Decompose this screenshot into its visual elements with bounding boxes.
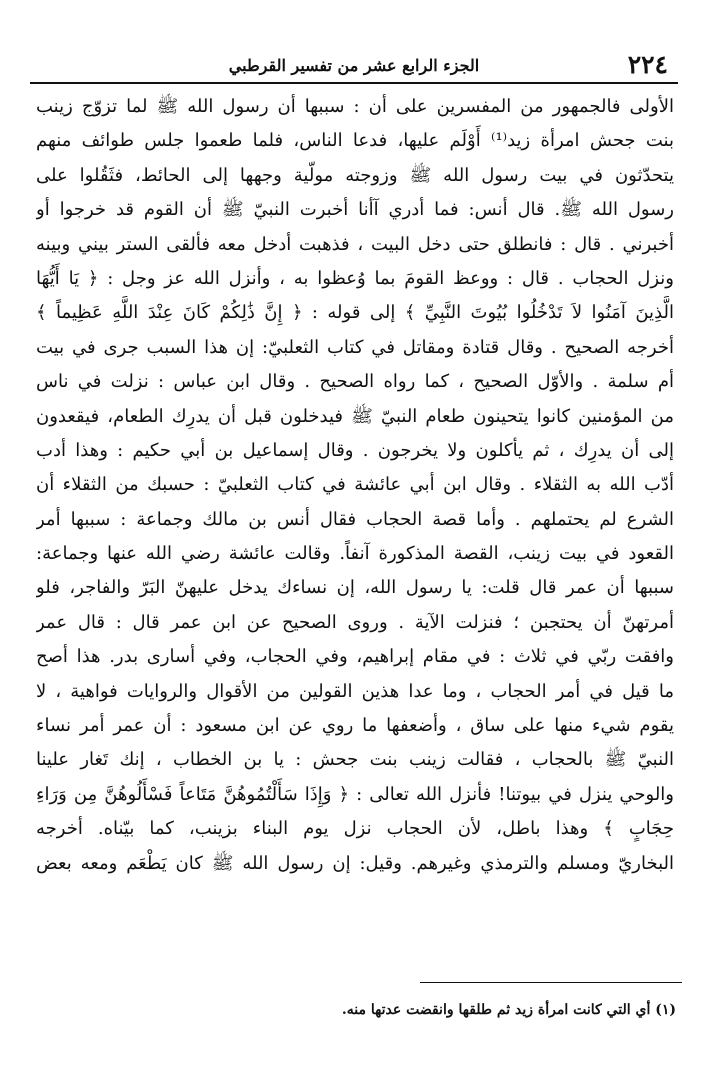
text-line: أدّب الله به الثقلاء . وقال ابن أبي عائشة في كتاب الثعلبيّ : حسبك من الثقلاء أن	[36, 474, 674, 496]
running-title: الجزء الرابع عشر من تفسير القرطبي	[228, 56, 480, 75]
text-line: ما قيل في أمر الحجاب ، وما عدا هذين القولين من الأقوال والروايات فواهية ، لا	[36, 680, 674, 702]
header-rule	[30, 82, 678, 84]
text-line: أخرجه الصحيح . وقال قتادة ومقاتل في كتاب الثعلبيّ: إن هذا السبب جرى في بيت	[36, 336, 674, 358]
text-line: إلى أن يدرِك ، ثم يأكلون ولا يخرجون . وقال إسماعيل بن أبي حكيم : وهذا أدب	[36, 439, 674, 461]
footnote-separator	[420, 982, 682, 983]
text-line: رسول الله ﷺ. قال أنس: فما أدري آأنا أخبرت النبيّ ﷺ أن القوم قد خرجوا أو	[36, 199, 674, 221]
text-line: وافقت ربّي في ثلاث : في مقام إبراهيم، وفي الحجاب، وفي أسارى بدر. هذا أصح	[36, 646, 674, 668]
text-line: النبيّ ﷺ بالحجاب ، فقالت زينب بنت جحش : يا بن الخطاب ، إنك تَغار علينا	[36, 749, 674, 771]
text-line: يقوم شيء منها على ساق ، وأضعفها ما روي عن ابن مسعود : أن عمر أمر نساء	[36, 715, 674, 737]
text-line: الَّذِينَ آمَنُوا لاَ تَدْخُلُوا بُيُوتَ النَّبِيِّ ﴾ إلى قوله : ﴿ إِنَّ ذَٰلِكُمْ كَانَ عِنْدَ اللَّهِ عَظِيماً ﴾	[36, 302, 674, 324]
text-line: يتحدّثون في بيت رسول الله ﷺ وزوجته مولّية وجهها إلى الحائط، فثَقُلوا على	[36, 164, 674, 186]
text-line: البخاريّ ومسلم والترمذي وغيرهم. وقيل: إن رسول الله ﷺ كان يَطْعَم ومعه بعض	[36, 852, 674, 874]
text-line: ونزل الحجاب . قال : ووعظ القومَ بما وُعظوا به ، وأنزل الله عز وجل : ﴿ يَا أَيُّهَا	[36, 267, 674, 289]
page-header	[30, 44, 678, 84]
text-line: من المؤمنين كانوا يتحينون طعام النبيّ ﷺ فيدخلون قبل أن يدرِك الطعام، فيقعدون	[36, 405, 674, 427]
text-line: أخبرني . قال : فانطلق حتى دخل البيت ، فذهبت أدخل معه فألقى الستر بيني وبينه	[36, 233, 674, 255]
text-line: أمرتهنّ أن يحتجبن ؛ فنزلت الآية . وروى الصحيح عن ابن عمر قال : قال عمر	[36, 611, 674, 633]
footnote: (١) أي التي كانت امرأة زيد ثم طلقها وانقضت عدتها منه.	[341, 1002, 676, 1018]
text-line: بنت جحش امرأة زيد⁽¹⁾ أَوْلَم عليها، فدعا الناس، فلما طعموا جلس طوائف منهم	[36, 130, 674, 152]
text-line: والوحي ينزل في بيوتنا! فأنزل الله تعالى : ﴿ وَإِذَا سَأَلْتُمُوهُنَّ مَتَاعاً فَسْأَلُوهُنَّ مِن وَرَاءِ	[36, 783, 674, 805]
text-line: الأولى فالجمهور من المفسرين على أن : سببها أن رسول الله ﷺ لما تزوّج زينب	[36, 96, 674, 117]
text-line: القعود في بيت زينب، القصة المذكورة آنفاً. وقالت عائشة رضي الله عنها وجماعة:	[36, 543, 674, 565]
text-line: أم سلمة . والأوّل الصحيح ، كما رواه الصحيح . وقال ابن عباس : نزلت في ناس	[36, 371, 674, 393]
page-number: ٢٢٤	[627, 50, 668, 79]
text-line: سببها أن عمر قال قلت: يا رسول الله، إن نساءك يدخل عليهنّ البَرّ والفاجر، فلو	[36, 577, 674, 599]
text-line: الشرع لم يحتملهم . وأما قصة الحجاب فقال أنس بن مالك وجماعة : سببها أمر	[36, 508, 674, 530]
text-line: حِجَابٍ ﴾ وهذا باطل، لأن الحجاب نزل يوم البناء بزينب، كما بيّناه. أخرجه	[36, 818, 674, 840]
main-text	[36, 90, 674, 881]
